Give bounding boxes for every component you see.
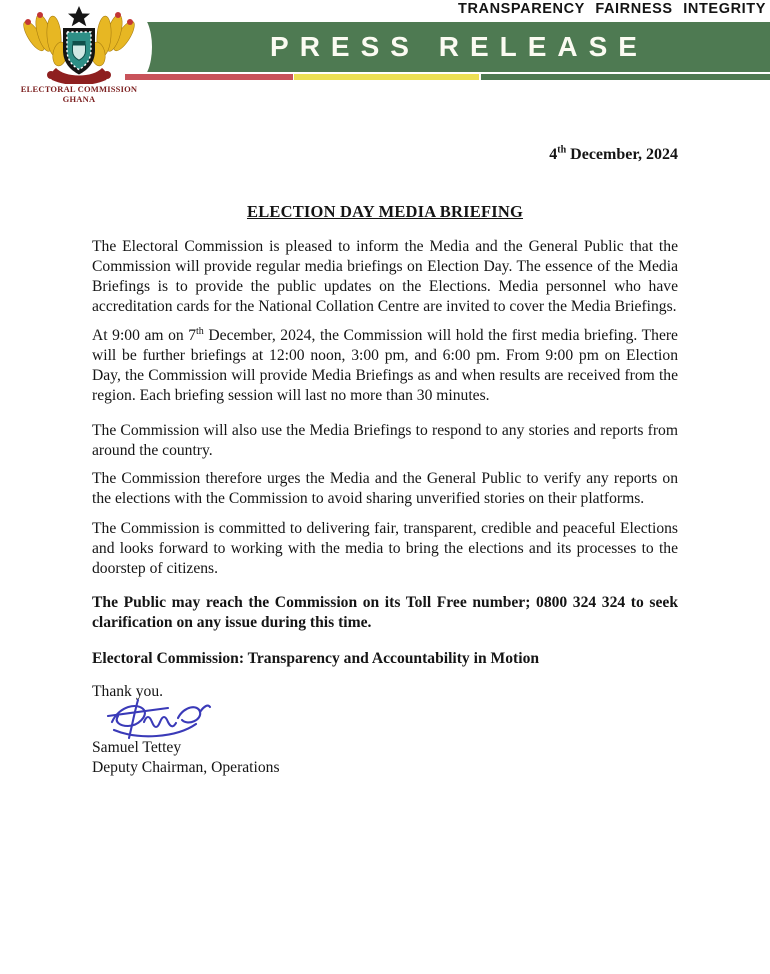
document-title bbox=[92, 202, 678, 222]
motto-text: TRANSPARENCY FAIRNESS INTEGRITY bbox=[457, 1, 766, 17]
document-title-text: ELECTION DAY MEDIA BRIEFING bbox=[246, 202, 524, 221]
closing-text: Thank you. bbox=[92, 683, 164, 700]
logo-org-name: ELECTORAL COMMISSION bbox=[20, 84, 138, 94]
paragraph-intro: The Electoral Commission is pleased to inform the Media and the General Public that the Commission will provide regular media briefings on Election Day. The essence of the Media Briefings is to provide the public updates on the Elections. Media personnel who have accreditation cards for the National Collation Centre are invited to cover the Media Briefings. bbox=[92, 238, 678, 315]
signatory-title: Deputy Chairman, Operations bbox=[92, 759, 280, 776]
paragraph-schedule-pre: At 9:00 am on 7 bbox=[92, 327, 197, 344]
banner-title: PRESS RELEASE bbox=[270, 31, 648, 62]
date-line bbox=[92, 146, 678, 166]
paragraph-stories: The Commission will also use the Media Briefings to respond to any stories and reports from around the country. bbox=[92, 422, 678, 459]
signature-scribble bbox=[104, 696, 212, 742]
date-ordinal: th bbox=[557, 144, 567, 156]
paragraph-schedule bbox=[92, 326, 678, 406]
date-rest: December, 2024 bbox=[566, 146, 678, 163]
paragraph-verify: The Commission therefore urges the Media and the General Public to verify any reports on the elections with the Commission to avoid sharing unverified stories on their platforms. bbox=[92, 470, 678, 507]
paragraph-schedule-post: December, 2024, the Commission will hold the first media briefing. There will be further briefings at 12:00 noon, 3:00 pm, and 6:00 pm. From 9:00 pm on Election Day, the Commission will provide Media Briefings as and when results are received from the region. Each briefing session will last no more than 30 minutes. bbox=[92, 327, 678, 404]
paragraph-commitment: The Commission is committed to delivering fair, transparent, credible and peaceful Elections and looks forward to working with the media to bring the elections and its processes to the doorstep of citizens. bbox=[92, 520, 678, 577]
signatory-name: Samuel Tettey bbox=[92, 739, 182, 756]
logo-org-country: GHANA bbox=[62, 94, 96, 104]
paragraph-schedule-ordinal: th bbox=[196, 325, 204, 337]
date-day: 4 bbox=[549, 146, 558, 163]
letter-body bbox=[92, 0, 678, 778]
paragraph-tollfree: The Public may reach the Commission on its Toll Free number; 0800 324 324 to seek clarification on any issue during this time. bbox=[92, 594, 678, 631]
commission-tagline: Electoral Commission: Transparency and Accountability in Motion bbox=[92, 650, 540, 667]
